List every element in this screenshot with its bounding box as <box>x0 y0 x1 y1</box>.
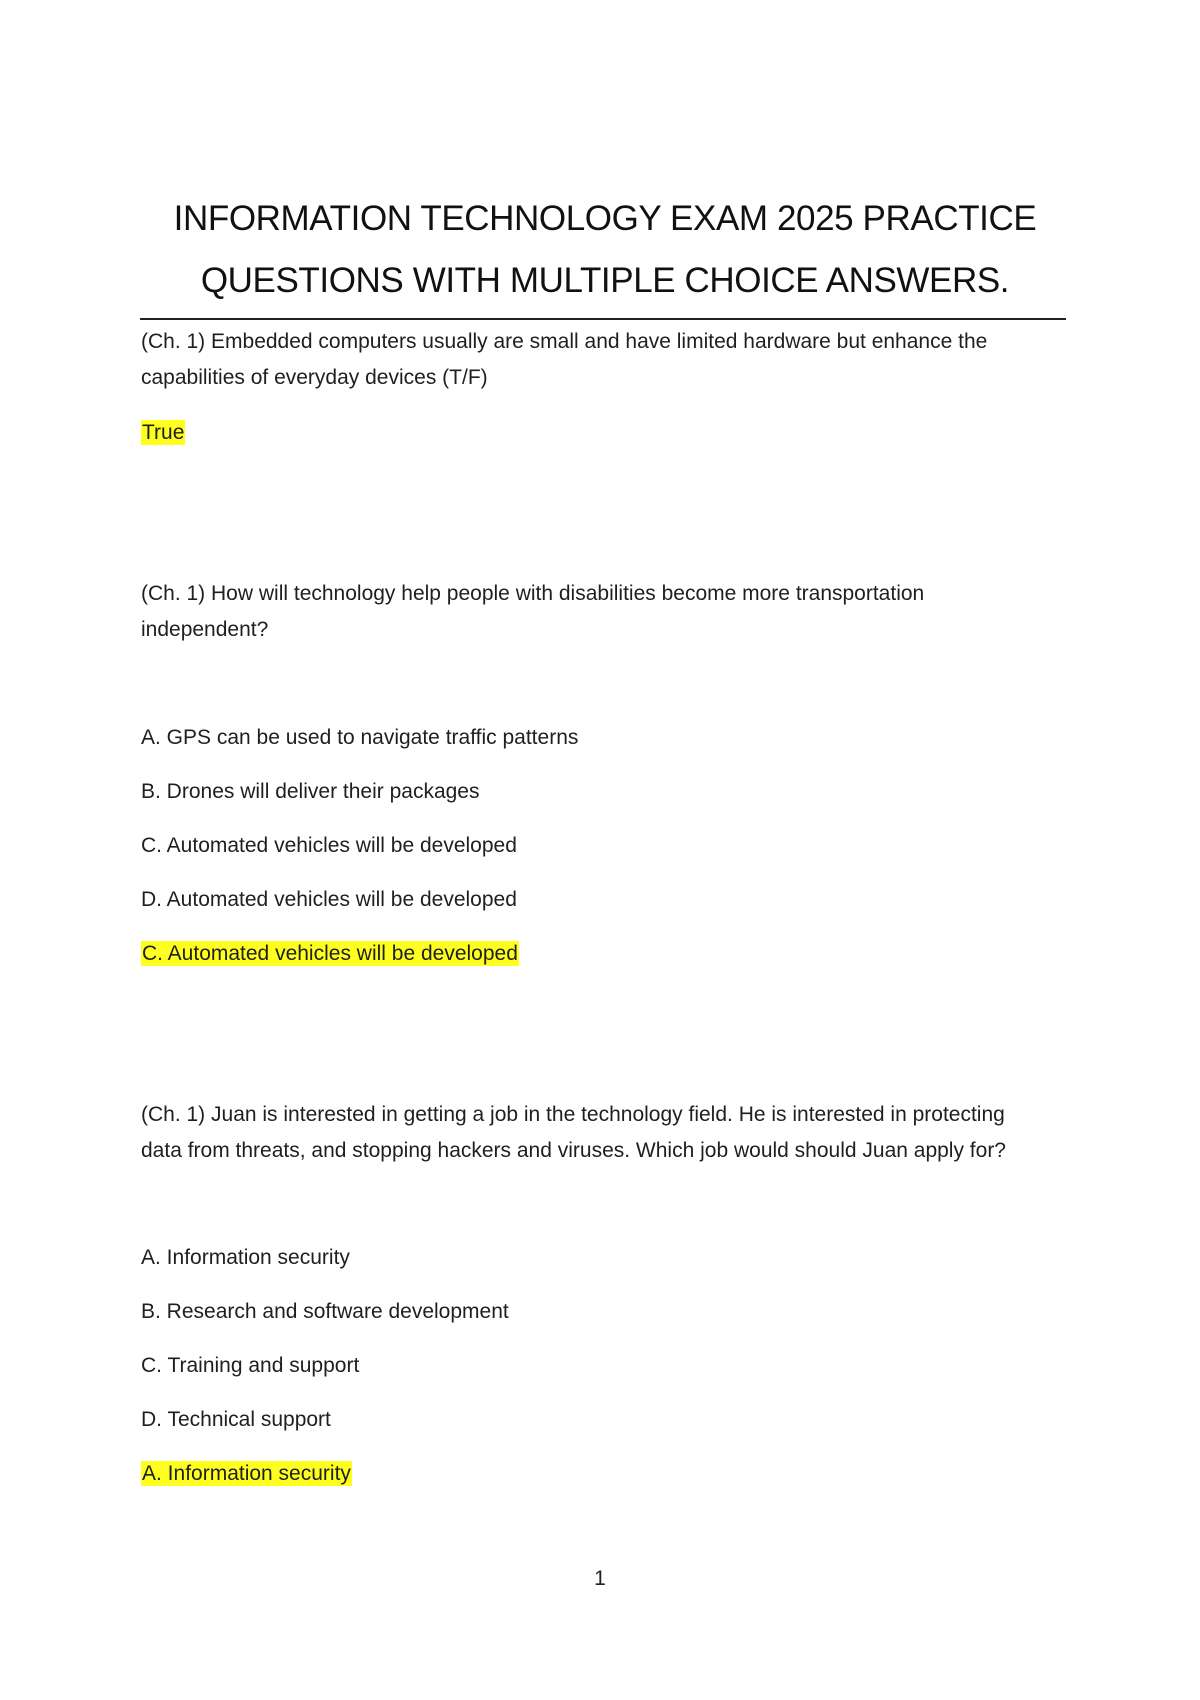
question-1-answer <box>141 415 185 451</box>
question-3-option-a: A. Information security <box>141 1246 350 1269</box>
question-2-option-a: A. GPS can be used to navigate traffic patterns <box>141 726 579 749</box>
question-2-option-d: D. Automated vehicles will be developed <box>141 888 517 911</box>
question-2-line-2: independent? <box>141 618 269 641</box>
question-3-line-2: data from threats, and stopping hackers and viruses. Which job would should Juan apply for? <box>141 1139 1006 1162</box>
question-2-option-c: C. Automated vehicles will be developed <box>141 834 517 857</box>
question-2-line-1: (Ch. 1) How will technology help people with disabilities become more transportation <box>141 582 925 605</box>
question-3-option-d: D. Technical support <box>141 1408 331 1431</box>
title-line-1: INFORMATION TECHNOLOGY EXAM 2025 PRACTICE <box>173 199 1037 238</box>
question-2-text <box>141 576 1041 648</box>
answer-highlight: True <box>142 421 185 444</box>
question-3-option-b: B. Research and software development <box>141 1300 509 1323</box>
page-number: 1 <box>594 1567 606 1590</box>
question-2-option-b: B. Drones will deliver their packages <box>141 780 480 803</box>
question-2-answer <box>141 936 519 972</box>
answer-highlight: A. Information security <box>142 1462 351 1485</box>
question-1-line-2: capabilities of everyday devices (T/F) <box>141 366 488 389</box>
title-line-2: QUESTIONS WITH MULTIPLE CHOICE ANSWERS. <box>200 261 1010 300</box>
question-3-option-c: C. Training and support <box>141 1354 360 1377</box>
question-3-line-1: (Ch. 1) Juan is interested in getting a job in the technology field. He is interested in protecting <box>141 1103 1005 1126</box>
question-3-text <box>141 1097 1041 1169</box>
title-divider <box>140 318 1066 320</box>
question-3-answer <box>141 1456 352 1492</box>
answer-highlight: C. Automated vehicles will be developed <box>142 942 518 965</box>
question-1-text <box>141 324 1041 396</box>
question-1-line-1: (Ch. 1) Embedded computers usually are small and have limited hardware but enhance the <box>141 330 988 353</box>
document-title <box>140 188 1070 312</box>
